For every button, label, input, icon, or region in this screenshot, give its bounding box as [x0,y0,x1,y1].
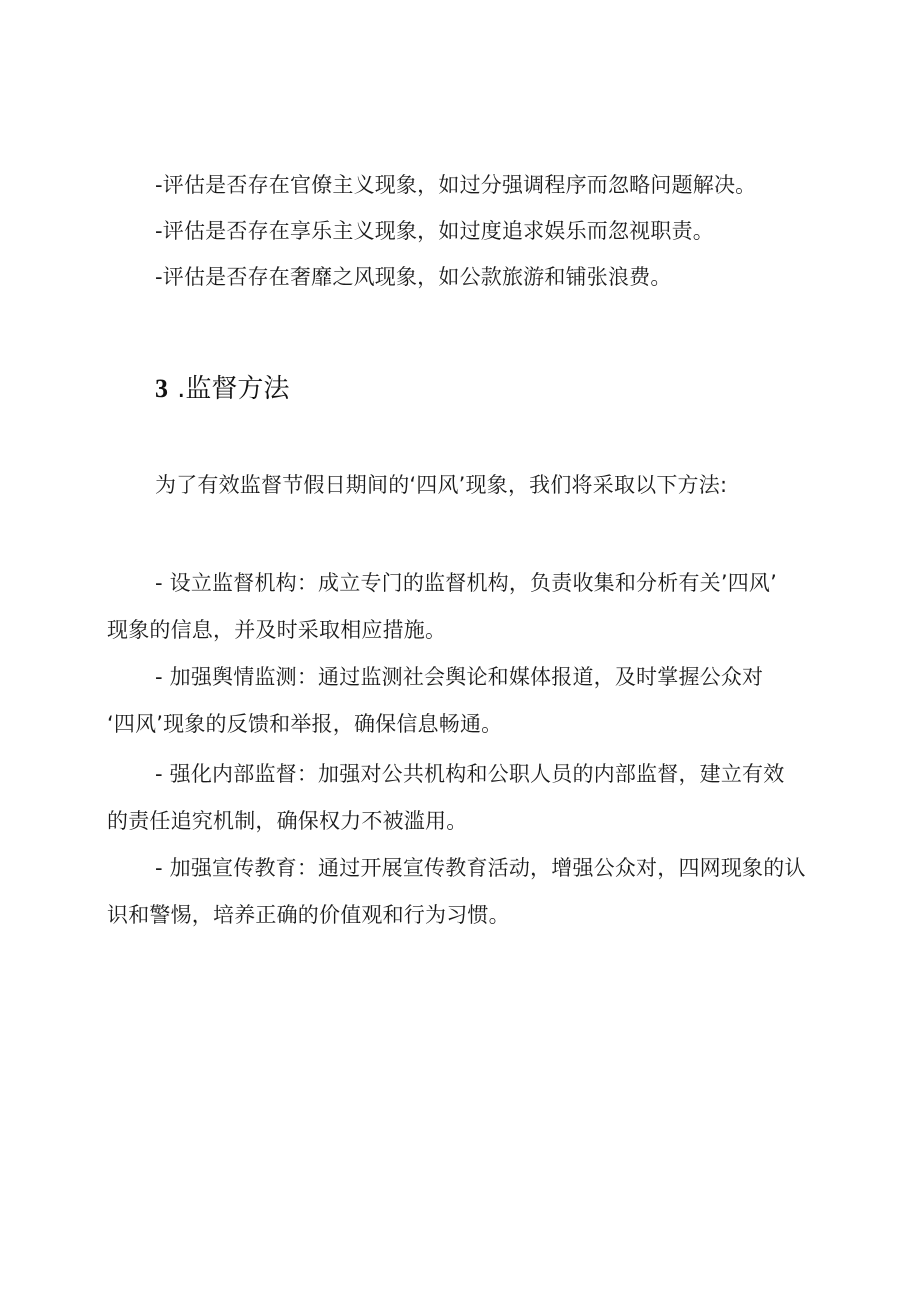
method-1-line-1: - 设立监督机构：成立专门的监督机构，负责收集和分析有关’四风’ [155,571,778,595]
section-number: 3 [155,374,168,403]
method-1-line-2: 现象的信息，并及时采取相应措施。 [107,618,447,642]
method-4-line-1: - 加强宣传教育：通过开展宣传教育活动，增强公众对，四网现象的认 [155,856,806,880]
assessment-item-extravagance: -评估是否存在奢靡之风现象，如公款旅游和铺张浪费。 [155,265,672,289]
section-title: .监督方法 [177,374,290,404]
method-2-line-2: ‘四风’现象的反馈和举报，确保信息畅通。 [107,712,503,736]
method-4-line-2: 识和警惕，培养正确的价值观和行为习惯。 [107,903,510,927]
method-3-line-2: 的责任追究机制，确保权力不被滥用。 [107,809,468,833]
method-3-line-1: - 强化内部监督：加强对公共机构和公职人员的内部监督，建立有效 [155,762,785,786]
assessment-item-hedonism: -评估是否存在享乐主义现象，如过度追求娱乐而忽视职责。 [155,219,714,243]
section-heading [155,372,289,406]
assessment-item-bureaucracy: -评估是否存在官僚主义现象，如过分强调程序而忽略问题解决。 [155,173,757,197]
method-2-line-1: - 加强舆情监测：通过监测社会舆论和媒体报道，及时掌握公众对 [155,665,764,689]
intro-paragraph: 为了有效监督节假日期间的‘四风’现象，我们将采取以下方法: [155,473,728,497]
